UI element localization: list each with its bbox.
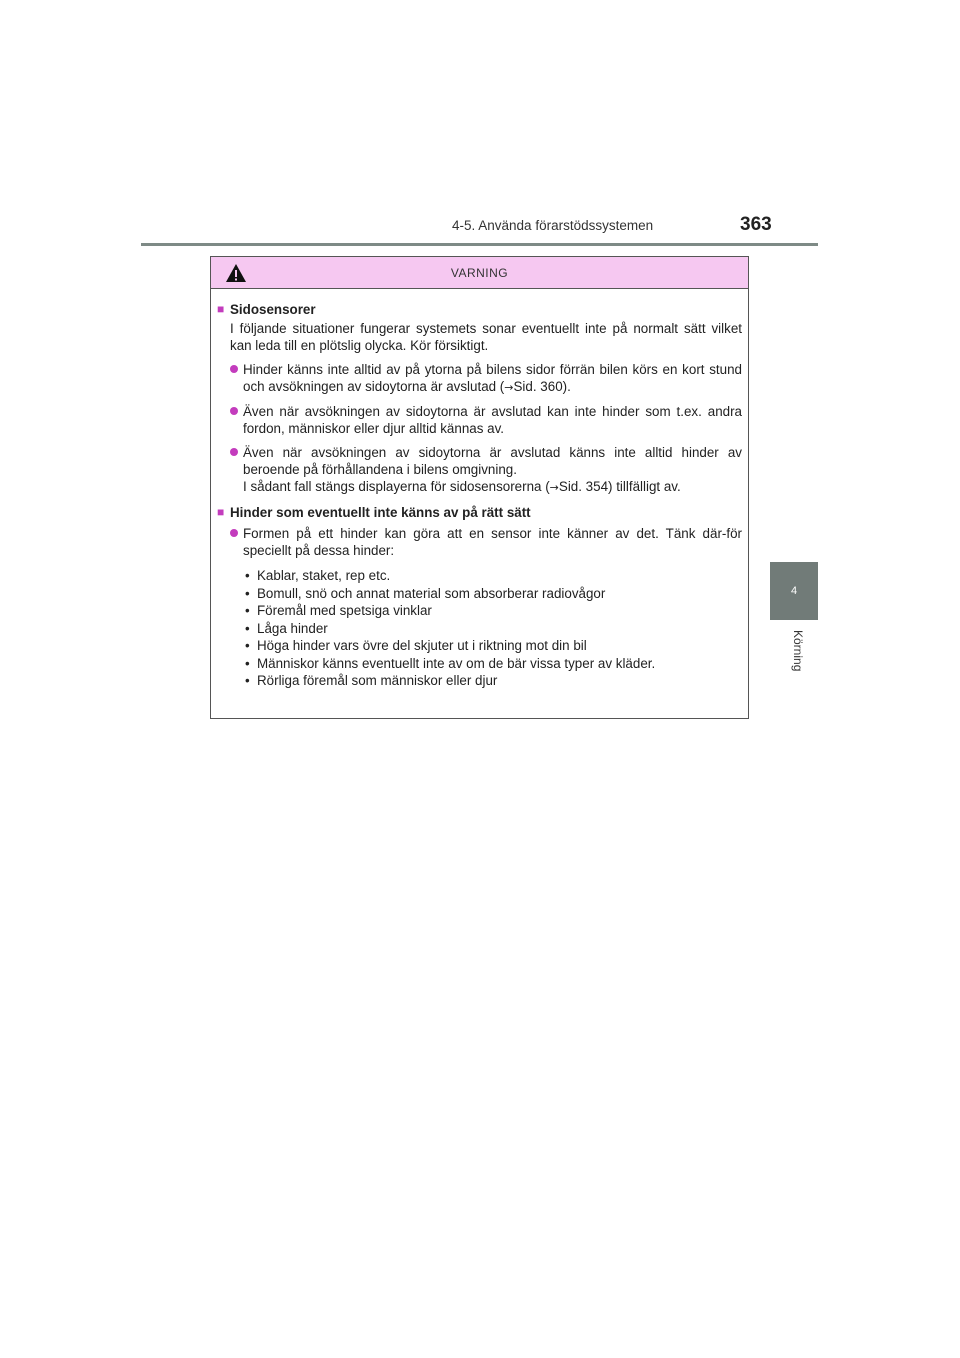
warning-icon <box>225 263 247 283</box>
list-item: Formen på ett hinder kan göra att en sensor inte känner av det. Tänk där-för speciellt på dessa hinder: • Kablar, staket, rep etc. • Bomull, snö och annat material som absorberar radiovågor • Föremål med spetsiga vinklar • Låga hinder • Höga hinder vars övre del skjuter ut i riktning mot din bil • Människor känns eventuellt inte av om de bär vissa typer av kläder. • Rörliga föremål som människor eller djur <box>230 525 742 690</box>
warning-header <box>211 257 748 289</box>
list-item: • Människor känns eventuellt inte av om de bär vissa typer av kläder. <box>243 655 742 673</box>
bullet-dot-icon <box>230 529 238 537</box>
chapter-number: 4 <box>790 585 798 597</box>
square-bullet-icon: ■ <box>217 302 225 316</box>
section-heading: ■ Sidosensorer <box>217 302 316 317</box>
header-rule <box>141 243 818 246</box>
section-intro: I följande situationer fungerar systemets sonar eventuellt inte på normalt sätt vilket kan leda till en plötslig olycka. Kör försiktigt. <box>230 321 742 353</box>
bullet-dot-icon <box>230 365 238 373</box>
list-item: • Höga hinder vars övre del skjuter ut i riktning mot din bil <box>243 637 742 655</box>
warning-title: VARNING <box>450 265 509 280</box>
page-number: 363 <box>740 214 772 235</box>
list-item: • Rörliga föremål som människor eller djur <box>243 672 742 690</box>
list-item: Även när avsökningen av sidoytorna är avslutad känns inte alltid hinder av beroende på förhållandena i bilens omgivning. I sådant fall stängs displayerna för sidosensorerna (→Sid. 354) tillfälligt av. <box>230 444 742 496</box>
arrow-icon: → <box>504 381 514 394</box>
chapter-label: Körning <box>791 630 805 672</box>
list-item: • Bomull, snö och annat material som absorberar radiovågor <box>243 585 742 603</box>
chapter-tab <box>770 562 818 620</box>
bullet-dot-icon <box>230 407 238 415</box>
list-item: Hinder känns inte alltid av på ytorna på bilens sidor förrän bilen körs en kort stund och avsökningen av sidoytorna är avslutad (→Sid. 360). <box>230 361 742 396</box>
square-bullet-icon: ■ <box>217 505 225 519</box>
warning-box <box>210 256 749 719</box>
hinder-list <box>243 567 742 690</box>
bullet-dot-icon <box>230 448 238 456</box>
list-item: • Låga hinder <box>243 620 742 638</box>
warning-body <box>211 289 748 690</box>
list-item: • Kablar, staket, rep etc. <box>243 567 742 585</box>
arrow-icon: → <box>549 481 559 494</box>
list-item: • Föremål med spetsiga vinklar <box>243 602 742 620</box>
list-item: Även när avsökningen av sidoytorna är avslutad kan inte hinder som t.ex. andra fordon, människor eller djur alltid kännas av. <box>230 403 742 437</box>
section-heading: ■ Hinder som eventuellt inte känns av på rätt sätt <box>217 505 531 520</box>
section-title: 4-5. Använda förarstödssystemen <box>452 218 654 233</box>
